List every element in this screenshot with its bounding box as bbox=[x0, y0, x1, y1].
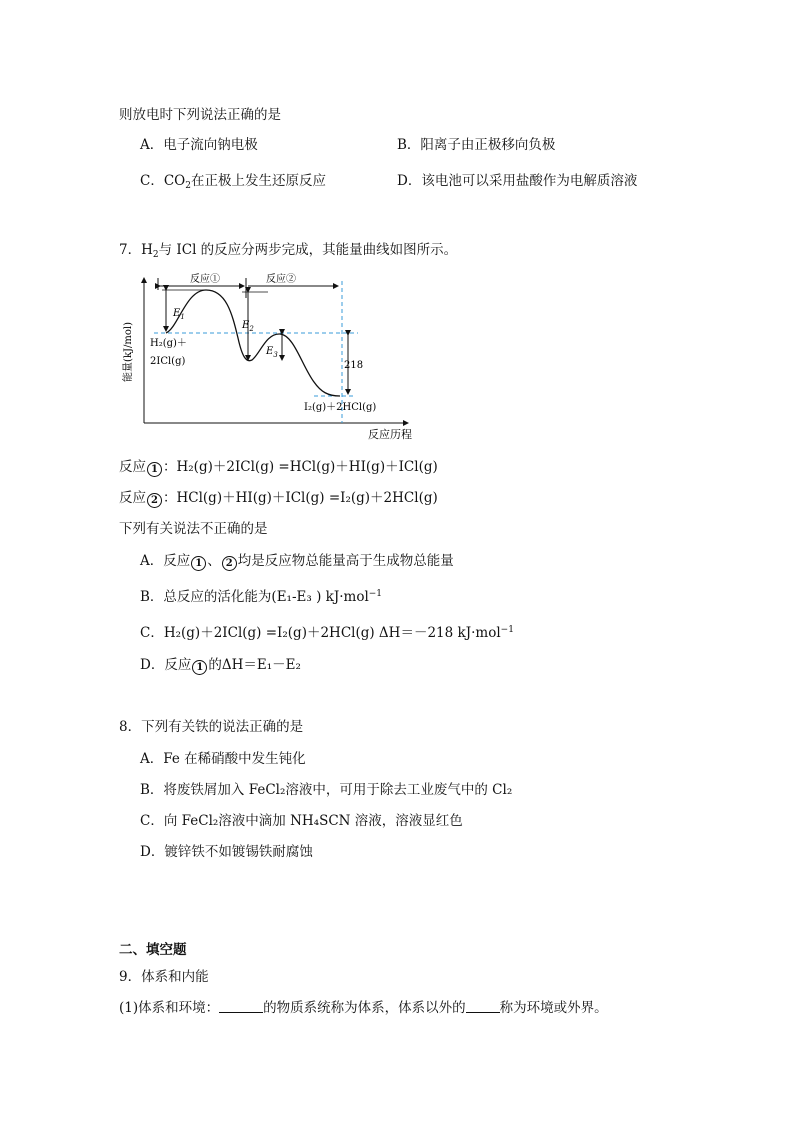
svg-text:E3: $E_3$ bbox=[266, 346, 278, 359]
q7-option-d: D．反应 1 的ΔH＝E₁－E₂ bbox=[140, 657, 301, 673]
reactants-label: H₂(g)＋ bbox=[150, 338, 187, 349]
blank-1 bbox=[219, 1000, 263, 1013]
q8-option-c: C．向 FeCl₂溶液中滴加 NH₄SCN 溶液，溶液显红色 bbox=[140, 813, 463, 829]
products-label: I₂(g)＋2HCl(g) bbox=[304, 402, 377, 413]
q6-option-c: C．$CO_2$在正极上发生还原反应 bbox=[140, 173, 326, 191]
svg-text:2ICl(g): 2ICl(g) bbox=[150, 356, 186, 367]
q7-option-b: B．总反应的活化能为(E₁-E₃ ) kJ·mol$^{-1}$ bbox=[140, 589, 383, 605]
q7-option-a: A．反应 1 、 2 均是反应物总能量高于生成物总能量 bbox=[140, 553, 454, 569]
energy-diagram bbox=[118, 268, 418, 446]
q6-option-d: D．该电池可以采用盐酸作为电解质溶液 bbox=[397, 173, 638, 189]
step1-label: 反应① bbox=[190, 274, 220, 285]
section-heading: 二、填空题 bbox=[119, 942, 187, 958]
delta-218-label: 218 bbox=[344, 360, 364, 371]
q9-part1: (1)体系和环境： 的物质系统称为体系，体系以外的 称为环境或外界。 bbox=[119, 1000, 608, 1016]
q7-reaction-1: 反应 1 ：H₂(g)＋2ICl(g) =HCl(g)＋HI(g)＋ICl(g) bbox=[119, 459, 438, 475]
y-axis-label: 能量(kJ/mol) bbox=[123, 322, 134, 382]
q7-ask: 下列有关说法不正确的是 bbox=[119, 521, 268, 537]
energy-curve bbox=[166, 290, 340, 396]
svg-text:E1: $E_1$ bbox=[173, 308, 185, 321]
q8-option-b: B．将废铁屑加入 FeCl₂溶液中，可用于除去工业废气中的 Cl₂ bbox=[140, 782, 513, 798]
q6-stem: 则放电时下列说法正确的是 bbox=[119, 107, 281, 123]
q8-option-a: A．Fe 在稀硝酸中发生钝化 bbox=[140, 751, 306, 767]
svg-text:E2: $E_2$ bbox=[242, 320, 254, 333]
q7-option-c: C．H₂(g)＋2ICl(g) =I₂(g)＋2HCl(g) ΔH＝－218 kJ·mol$^{-1}$ bbox=[140, 625, 514, 641]
step2-label: 反应② bbox=[266, 274, 296, 285]
q6-option-b: B．阳离子由正极移向负极 bbox=[397, 137, 556, 153]
blank-2 bbox=[466, 1000, 500, 1013]
x-axis-label: 反应历程 bbox=[368, 428, 412, 441]
q8-option-d: D．镀锌铁不如镀锡铁耐腐蚀 bbox=[140, 844, 313, 860]
q8-stem: 8．下列有关铁的说法正确的是 bbox=[119, 719, 304, 735]
q6-option-a: A．电子流向钠电极 bbox=[140, 137, 258, 153]
q7-stem: 7．$H_2$与 ICl 的反应分两步完成，其能量曲线如图所示。 bbox=[119, 242, 458, 260]
q9-stem: 9．体系和内能 bbox=[119, 969, 209, 985]
q7-reaction-2: 反应 2 ：HCl(g)＋HI(g)＋ICl(g) =I₂(g)＋2HCl(g) bbox=[119, 490, 438, 506]
